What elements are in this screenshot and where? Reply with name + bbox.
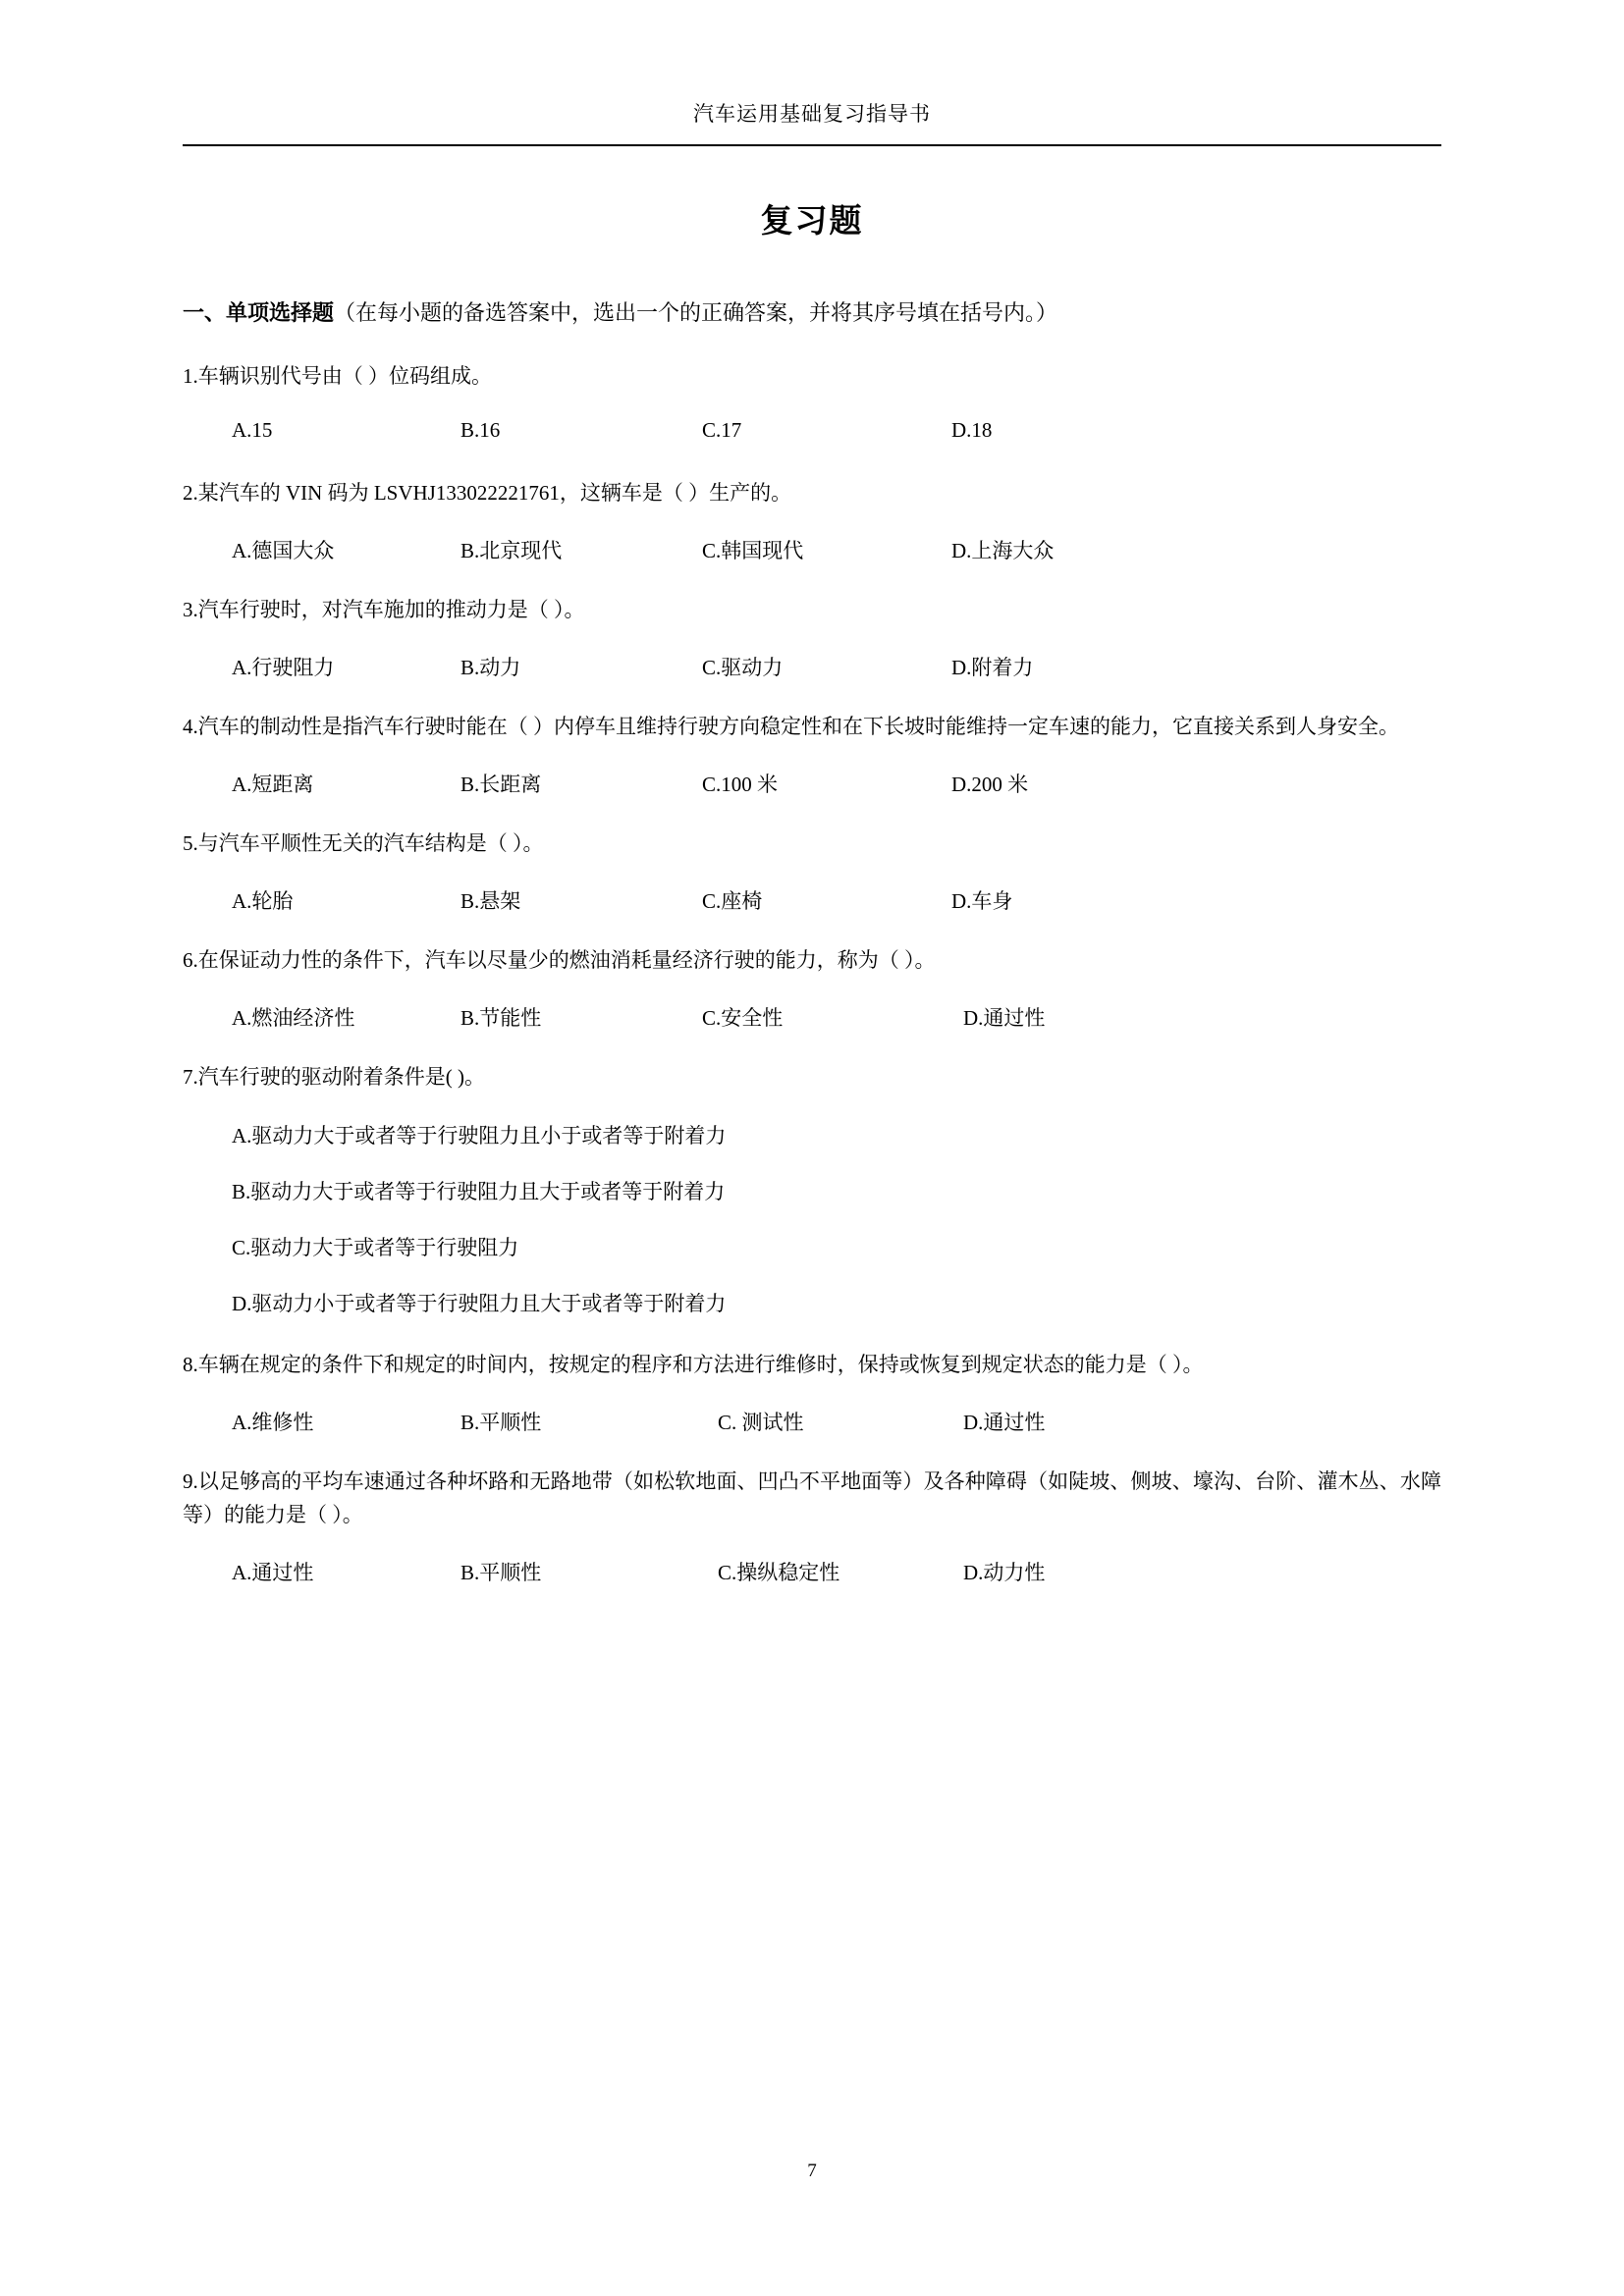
option-b: B.平顺性 bbox=[460, 1411, 542, 1435]
section-heading bbox=[183, 296, 1441, 329]
option-b: B.悬架 bbox=[460, 889, 521, 914]
option-b: B.平顺性 bbox=[460, 1561, 542, 1585]
option-d: D.通过性 bbox=[963, 1006, 1046, 1031]
option-b: B.动力 bbox=[460, 656, 521, 680]
question-text: 9.以足够高的平均车速通过各种坏路和无路地带（如松软地面、凹凸不平地面等）及各种障碍（如陡坡、侧坡、壕沟、台阶、灌木丛、水障等）的能力是（ ）。 bbox=[183, 1469, 1441, 1527]
option-d: D.18 bbox=[951, 418, 993, 443]
question-text: 3.汽车行驶时，对汽车施加的推动力是（ ）。 bbox=[183, 598, 585, 622]
running-header bbox=[183, 0, 1441, 146]
question-text: 8.车辆在规定的条件下和规定的时间内，按规定的程序和方法进行维修时，保持或恢复到规定状态的能力是（ ）。 bbox=[183, 1353, 1204, 1377]
section-number: 一、 bbox=[183, 300, 227, 325]
option-a: A.通过性 bbox=[232, 1561, 314, 1585]
option-b: B.长距离 bbox=[460, 773, 542, 797]
question-options bbox=[183, 535, 1441, 562]
option-a: A.维修性 bbox=[232, 1411, 314, 1435]
question-options bbox=[183, 769, 1441, 796]
option-a: A.轮胎 bbox=[232, 889, 294, 914]
option-d: D.200 米 bbox=[951, 773, 1029, 797]
question-options bbox=[183, 1407, 1441, 1434]
question-text: 2.某汽车的 VIN 码为 LSVHJ133022221761，这辆车是（ ）生产的。 bbox=[183, 481, 792, 506]
question-options bbox=[183, 652, 1441, 679]
option-d: D.动力性 bbox=[963, 1561, 1046, 1585]
option-c: C.座椅 bbox=[702, 889, 763, 914]
question-text: 6.在保证动力性的条件下，汽车以尽量少的燃油消耗量经济行驶的能力，称为（ ）。 bbox=[183, 948, 936, 973]
question-text: 4.汽车的制动性是指汽车行驶时能在（ ）内停车且维持行驶方向稳定性和在下长坡时能维持一定车速的能力，它直接关系到人身安全。 bbox=[183, 715, 1399, 739]
option-d: D.上海大众 bbox=[951, 539, 1055, 563]
running-header-title: 汽车运用基础复习指导书 bbox=[693, 102, 931, 126]
option-a: A.驱动力大于或者等于行驶阻力且小于或者等于附着力 bbox=[232, 1124, 727, 1148]
section-note: （在每小题的备选答案中，选出一个的正确答案，并将其序号填在括号内。） bbox=[334, 300, 1058, 325]
question-text: 5.与汽车平顺性无关的汽车结构是（ ）。 bbox=[183, 831, 544, 856]
option-b: B.北京现代 bbox=[460, 539, 563, 563]
question-options bbox=[183, 418, 1441, 446]
option-a: A.德国大众 bbox=[232, 539, 335, 563]
option-d: D.车身 bbox=[951, 889, 1013, 914]
option-a: A.短距离 bbox=[232, 773, 314, 797]
option-c: C.驱动力大于或者等于行驶阻力 bbox=[232, 1236, 519, 1260]
option-c: C.安全性 bbox=[702, 1006, 784, 1031]
option-c: C.100 米 bbox=[702, 773, 779, 797]
option-a: A.15 bbox=[232, 418, 273, 443]
option-b: B.节能性 bbox=[460, 1006, 542, 1031]
option-b: B.16 bbox=[460, 418, 501, 443]
page-number: 7 bbox=[807, 2161, 817, 2181]
option-a: A.燃油经济性 bbox=[232, 1006, 355, 1031]
question-options bbox=[183, 1557, 1441, 1584]
option-a: A.行驶阻力 bbox=[232, 656, 335, 680]
page-content bbox=[183, 0, 1441, 1584]
question-options bbox=[183, 885, 1441, 913]
page-title: 复习题 bbox=[760, 204, 864, 240]
section-name: 单项选择题 bbox=[226, 300, 335, 325]
option-c: C.操纵稳定性 bbox=[718, 1561, 840, 1585]
option-c: C.驱动力 bbox=[702, 656, 784, 680]
option-b: B.驱动力大于或者等于行驶阻力且大于或者等于附着力 bbox=[232, 1180, 726, 1204]
header-divider bbox=[183, 144, 1441, 146]
option-c: C. 测试性 bbox=[718, 1411, 804, 1435]
option-d: D.通过性 bbox=[963, 1411, 1046, 1435]
option-c: C.17 bbox=[702, 418, 742, 443]
question-text: 7.汽车行驶的驱动附着条件是( )。 bbox=[183, 1065, 485, 1090]
option-d: D.附着力 bbox=[951, 656, 1034, 680]
question-options bbox=[183, 1002, 1441, 1030]
option-c: C.韩国现代 bbox=[702, 539, 804, 563]
question-options bbox=[183, 1120, 1441, 1317]
question-text: 1.车辆识别代号由（ ）位码组成。 bbox=[183, 364, 492, 388]
option-d: D.驱动力小于或者等于行驶阻力且大于或者等于附着力 bbox=[232, 1292, 727, 1316]
